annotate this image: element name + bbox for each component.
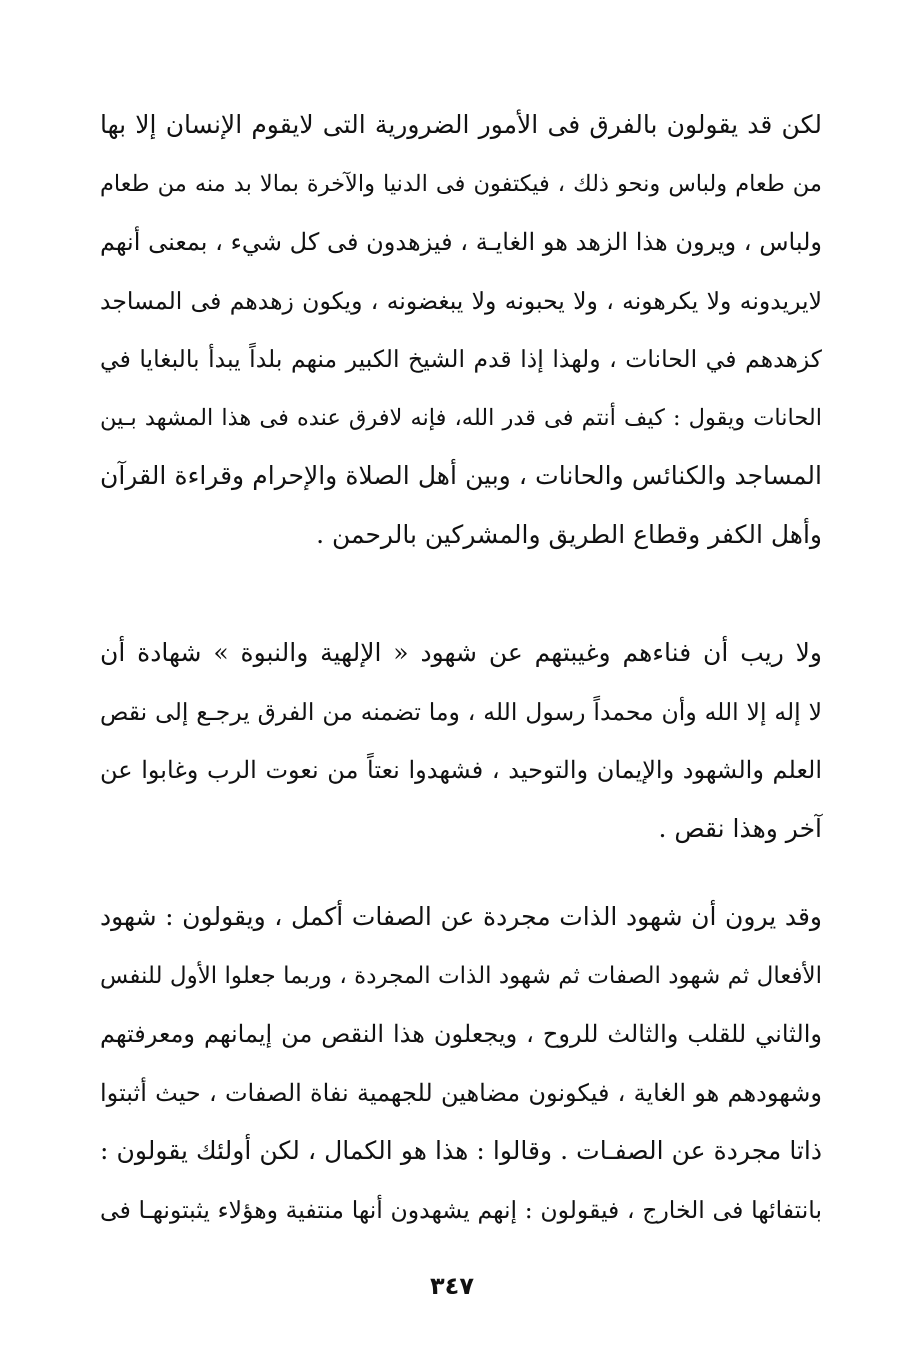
text-line: من طعام ولباس ونحو ذلك ، فيكتفون فى الدنيا والآخرة بمالا بد منه من طعام [100,170,822,197]
text-line: ولباس ، ويرون هذا الزهد هو الغايـة ، فيزهدون فى كل شيء ، بمعنى أنهم [100,228,822,256]
text-line: وشهودهم هو الغاية ، فيكونون مضاهين للجهمية نفاة الصفات ، حيث أثبتوا [100,1078,822,1107]
text-line: الحانات ويقول : كيف أنتم فى قدر الله، فإنه لافرق عنده فى هذا المشهد بـين [100,404,822,431]
page-number: ٣٤٧ [430,1272,474,1300]
paragraph-2 [100,624,822,858]
text-line: لايريدونه ولا يكرهونه ، ولا يحبونه ولا يبغضونه ، ويكون زهدهم فى المساجد [100,286,822,315]
text-line: لا إله إلا الله وأن محمداً رسول الله ، وما تضمنه من الفرق يرجـع إلى نقص [100,697,822,726]
text-line: الأفعال ثم شهود الصفات ثم شهود الذات المجردة ، وربما جعلوا الأول للنفس [100,962,822,989]
paragraph-3 [100,888,822,1239]
text-line: آخر وهذا نقص . [658,813,822,843]
text-line: ولا ريب أن فناءهم وغيبتهم عن شهود « الإلهية والنبوة » شهادة أن [100,638,822,667]
text-line: والثاني للقلب والثالث للروح ، ويجعلون هذا النقص من إيمانهم ومعرفتهم [100,1020,822,1048]
text-line: كزهدهم في الحانات ، ولهذا إذا قدم الشيخ الكبير منهم بلداً يبدأ بالبغايا في [100,345,822,373]
text-line: وقد يرون أن شهود الذات مجردة عن الصفات أكمل ، ويقولون : شهود [100,902,822,931]
text-line: بانتفائها فى الخارج ، فيقولون : إنهم يشهدون أنها منتفية وهؤلاء يثبتونهـا فى [100,1195,822,1224]
text-line: العلم والشهود والإيمان والتوحيد ، فشهدوا نعتاً من نعوت الرب وغابوا عن [100,756,822,784]
text-line: وأهل الكفر وقطاع الطريق والمشركين بالرحمن . [316,519,822,549]
paragraph-1 [100,96,822,564]
text-line: ذاتا مجردة عن الصفـات . وقالوا : هذا هو الكمال ، لكن أولئك يقولون : [100,1136,822,1165]
text-line: المساجد والكنائس والحانات ، وبين أهل الصلاة والإحرام وقراءة القرآن [100,461,822,490]
text-line: لكن قد يقولون بالفرق فى الأمور الضرورية التى لايقوم الإنسان إلا بها [100,110,822,139]
